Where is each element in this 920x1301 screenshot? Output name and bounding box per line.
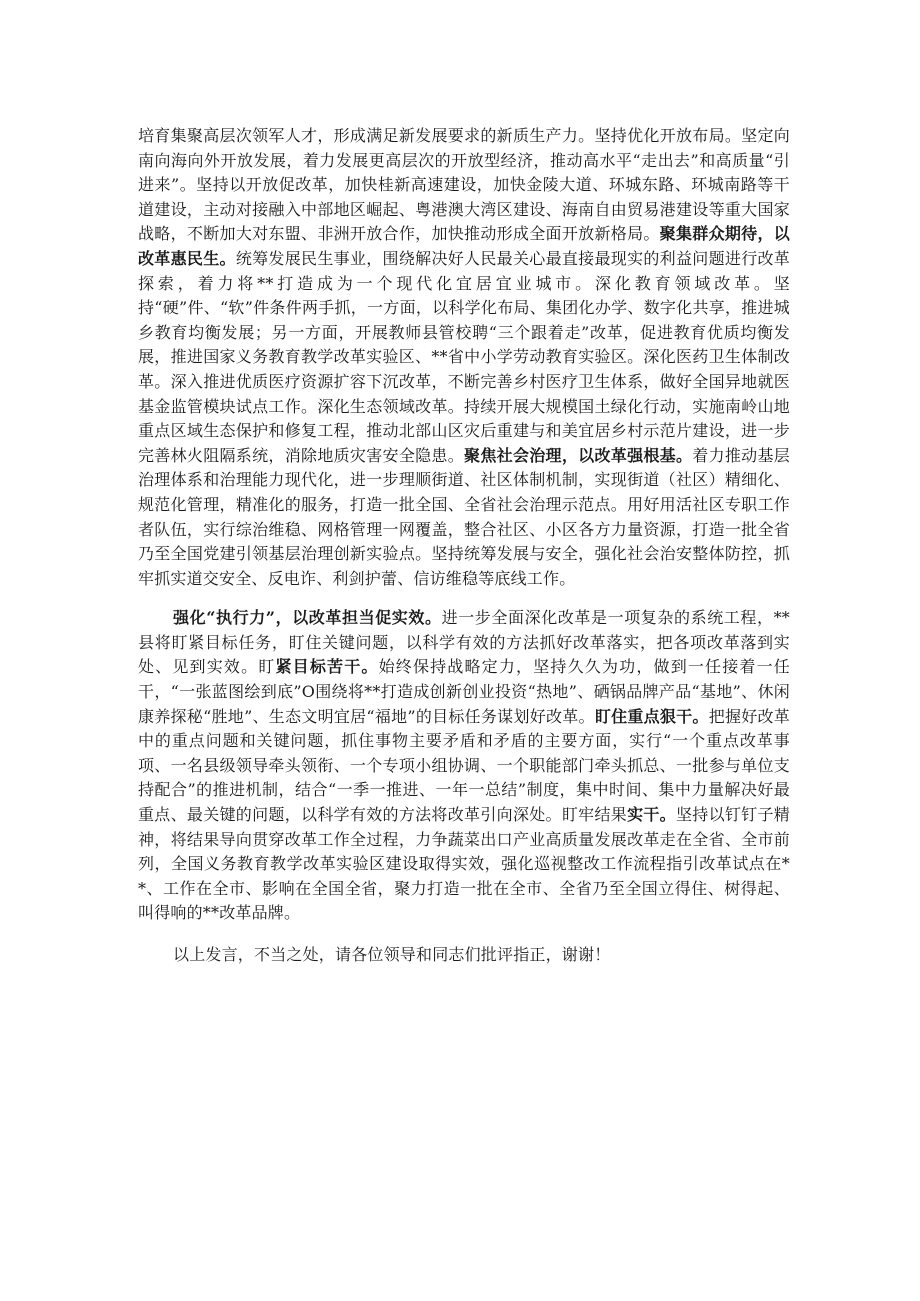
section-heading-governance: 聚焦社会治理，以改革强根基。 bbox=[464, 445, 693, 465]
paragraph-text: 进一步全面深化改革是一项复杂的系统工程，**县将盯紧目标任务，盯住关键问题，以科学有效的方法抓好改革落实，把各项改革落到实处、见到实效。盯 bbox=[138, 608, 790, 677]
section-heading-execution: 强化“执行力”，以改革担当促实效。 bbox=[173, 608, 442, 628]
paragraph-text: 统筹发展民生事业，围绕解决好人民最关心最直接最现实的利益问题进行改革探索，着力将**打造成为一个现代化宜居宜业城市。深化教育领域改革。坚持“硬”件、“软”件条件两手抓，一方面，以科学化布局、集团化办学、数字化共享，推进城乡教育均衡发展；另一方面，开展教师县管校聘“三个跟着走”改革，促进教育优质均衡发展，推进国家义务教育教学改革实验区、**省中小学劳动教育实验区。深化医药卫生体制改革。深入推进优质医疗资源扩容下沉改革，不断完善乡村医疗卫生体系，做好全国异地就医基金监管模块试点工作。深化生态领域改革。持续开展大规模国土绿化行动，实施南岭山地重点区域生态保护和修复工程，推动北部山区灾后重建与和美宜居乡村示范片建设，进一步完善林火阻隔系统，消除地质灾害安全隐患。 bbox=[138, 248, 791, 465]
closing-remarks bbox=[138, 943, 790, 968]
paragraph-execution bbox=[138, 606, 790, 926]
subheading-results: 实干。 bbox=[627, 805, 676, 825]
paragraph-text: 始终保持战略定力，坚持久久为功，做到一任接着一任干，“一张蓝图绘到底”O围绕将**打造成创新创业投资“热地”、硒锅品牌产品“基地”、休闲康养探秘“胜地”、生态文明宜居“福地”的目标任务谋划好改革。 bbox=[138, 657, 790, 726]
paragraph-text: 坚持以钉钉子精神，将结果导向贯穿改革工作全过程，力争蔬菜出口产业高质量发展改革走在全省、全市前列，全国义务教育教学改革实验区建设取得实效，强化巡视整改工作流程指引改革试点在**、工作在全市、影响在全国全省，聚力打造一批在全市、全省乃至全国立得住、树得起、叫得响的**改革品牌。 bbox=[138, 805, 790, 923]
document-page bbox=[138, 124, 790, 968]
subheading-target: 紧目标苦干。 bbox=[275, 657, 379, 677]
subheading-focus: 盯住重点狠干。 bbox=[594, 706, 709, 726]
paragraph-text: 着力推动基层治理体系和治理能力现代化，进一步理顺街道、社区体制机制，实现街道（社区）精细化、规范化管理，精准化的服务，打造一批全国、全省社会治理示范点。用好用活社区专职工作者队伍，实行综治维稳、网格管理一网覆盖，整合社区、小区各方力量资源，打造一批全省乃至全国党建引领基层治理创新实验点。坚持统筹发展与安全，强化社会治安整体防控，抓牢抓实道交安全、反电诈、利剑护蕾、信访维稳等底线工作。 bbox=[138, 445, 790, 588]
paragraph-text: 培育集聚高层次领军人才，形成满足新发展要求的新质生产力。坚持优化开放布局。坚定向南向海向外开放发展，着力发展更高层次的开放型经济，推动高水平“走出去”和高质量“引进来”。坚持以开放促改革，加快桂新高速建设，加快金陵大道、环城东路、环城南路等干道建设，主动对接融入中部地区崛起、粤港澳大湾区建设、海南自由贸易港建设等重大国家战略，不断加大对东盟、非洲开放合作，加快推动形成全面开放新格局。 bbox=[138, 126, 790, 244]
section-heading-people: 聚集群众期待，以改革惠民生。 bbox=[138, 224, 790, 268]
paragraph-people-livelihood-governance bbox=[138, 124, 790, 591]
paragraph-text: 把握好改革中的重点问题和关键问题，抓住事物主要矛盾和矛盾的主要方面，实行“一个重点改革事项、一名县级领导牵头领衔、一个专项小组协调、一个职能部门牵头抓总、一批参与单位支持配合”的推进机制，结合“一季一推进、一年一总结”制度，集中时间、集中力量解决好最重点、最关键的问题，以科学有效的方法将改革引向深处。盯牢结果 bbox=[138, 706, 790, 825]
closing-text: 以上发言，不当之处，请各位领导和同志们批评指正，谢谢！ bbox=[173, 945, 611, 964]
